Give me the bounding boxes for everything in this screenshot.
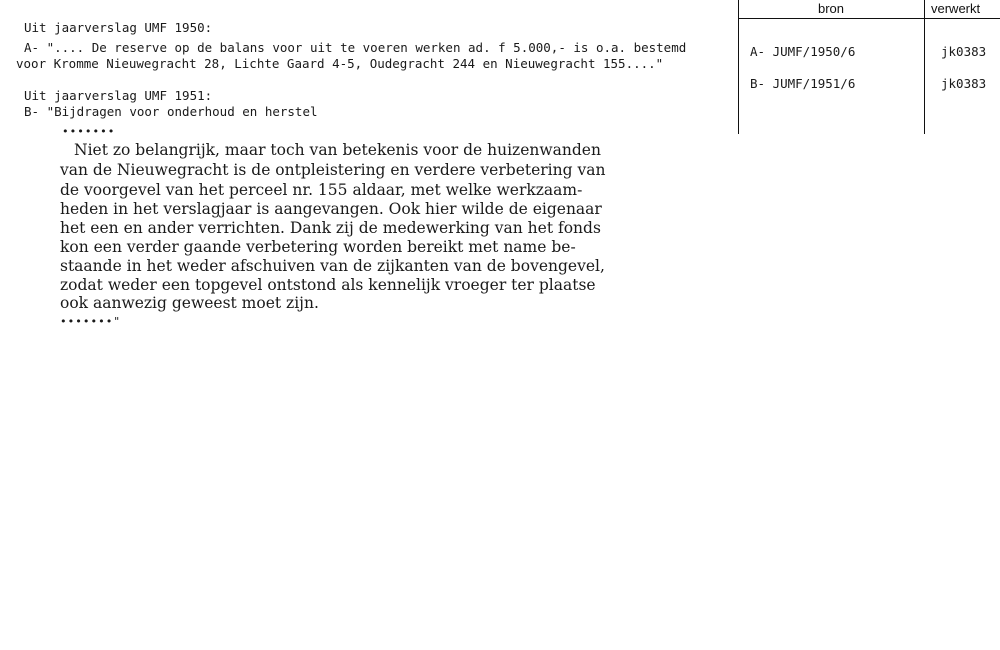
paragraph-line: heden in het verslagjaar is aangevangen. Ook hier wilde de eigenaar: [60, 200, 602, 218]
paragraph-line: van de Nieuwegracht is de ontpleistering en verdere verbetering van: [60, 161, 606, 179]
ellipsis-dots-bottom: •••••••": [60, 315, 121, 328]
table-cell-bron: B- JUMF/1951/6: [750, 76, 856, 91]
header-1950: Uit jaarverslag UMF 1950:: [24, 20, 213, 35]
table-column-divider: [924, 0, 925, 134]
table-border-left: [738, 0, 739, 134]
quote-a-line-2: voor Kromme Nieuwegracht 28, Lichte Gaard 4-5, Oudegracht 244 en Nieuwegracht 155....": [16, 56, 664, 71]
paragraph-line: ook aanwezig geweest moet zijn.: [60, 294, 319, 312]
ellipsis-dots-top: •••••••: [62, 125, 116, 138]
paragraph-line: kon een verder gaande verbetering worden bereikt met name be-: [60, 238, 576, 256]
paragraph-line: zodat weder een topgevel ontstond als kennelijk vroeger ter plaatse: [60, 276, 596, 294]
table-header-bron: bron: [818, 1, 845, 16]
paragraph-line: de voorgevel van het perceel nr. 155 aldaar, met welke werkzaam-: [60, 181, 583, 199]
quote-b-line-1: B- "Bijdragen voor onderhoud en herstel: [24, 104, 318, 119]
quote-a-line-1: A- ".... De reserve op de balans voor uit te voeren werken ad. f 5.000,- is o.a. bestemd: [24, 40, 687, 55]
table-header-verwerkt: verwerkt: [931, 1, 981, 16]
source-table: [738, 0, 1000, 134]
table-cell-verwerkt: jk0383: [941, 76, 987, 91]
table-header-rule: [738, 18, 1000, 19]
table-cell-verwerkt: jk0383: [941, 44, 987, 59]
paragraph-line: staande in het weder afschuiven van de zijkanten van de bovengevel,: [60, 257, 605, 275]
table-cell-bron: A- JUMF/1950/6: [750, 44, 856, 59]
paragraph-line: het een en ander verrichten. Dank zij de medewerking van het fonds: [60, 219, 601, 237]
header-1951: Uit jaarverslag UMF 1951:: [24, 88, 213, 103]
paragraph-line: Niet zo belangrijk, maar toch van betekenis voor de huizenwanden: [74, 141, 601, 159]
